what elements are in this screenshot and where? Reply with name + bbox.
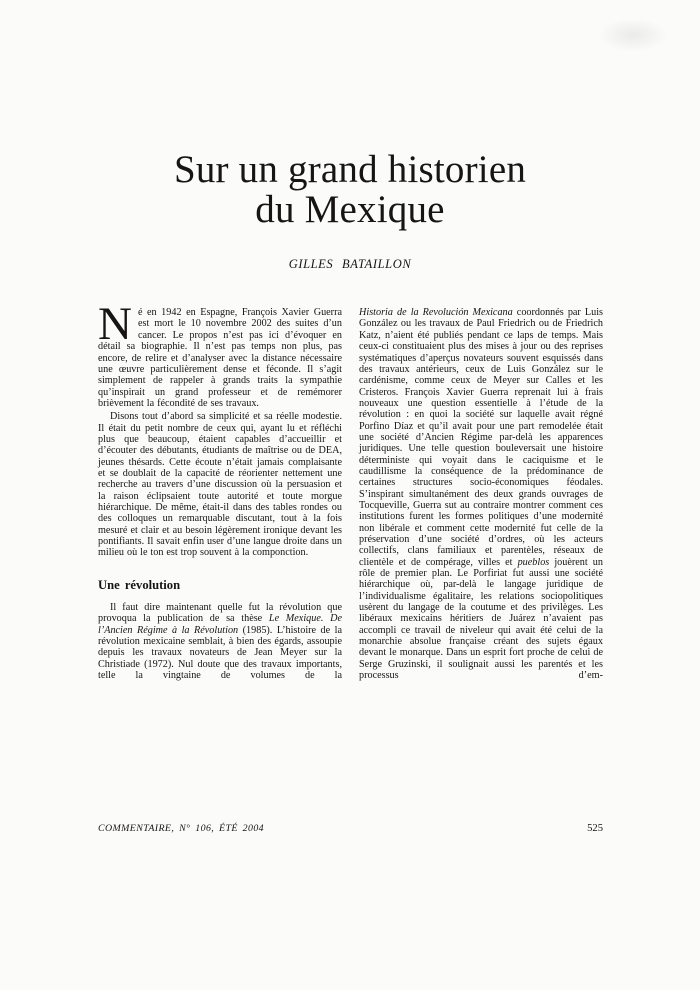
author-name: GILLES BATAILLON xyxy=(288,257,412,272)
paragraph-4: Historia de la Revolución Mexicana coordonnés par Luis González ou les travaux de Paul Friedrich ou de Friedrich Katz, n’aient été publiés pendant ce laps de temps. Mais ceux-ci constituaient plus des mises à jour ou des reprises systématiques d’aperçus novateurs souvent esquissés dans des travaux antérieurs, ceux de Luis González sur le cardénisme, comme ceux de Meyer sur Calles et les Cristeros. François Xavier Guerra reprenait lui à frais nouveaux une question essentielle à l’étude de la révolution : en quoi la société sur laquelle avait régné Porfino Díaz et qu’il avait pour une part remodelée était une société d’Ancien Régime par-delà les apparences juridiques. Une telle question bouleversait une histoire déterministe qui voyait dans le caciquisme et le caudillisme la conséquence de la prédominance de certaines structures socio-économiques féodales. S’inspirant simultanément des deux grands ouvrages de Tocqueville, Guerra sut au contraire montrer comment ces institutions furent les formes politiques d’une modernité non libérale et comment cette modernité fut celle de la préservation d’une société d’ordres, où les acteurs collectifs, clans familiaux et parentèles, réseaux de clientèle et de compérage, villes et pueblos jouèrent un rôle de premier plan. Le Porfiriat fut aussi une société hiérarchique où, par-delà le langage juridique de l’individualisme égalitaire, les relations sociopolitiques usèrent du langage de la coutume et des privilèges. Les libéraux mexicains héritiers de Juárez n’avaient pas accompli ce travail de niveleur qui avait été celui de la monarchie absolue française créant des sujets égaux devant le monarque. Dans un esprit fort proche de celui de Serge Gruzinski, il soulignait aussi les parentés et les processus d’em- xyxy=(359,307,603,682)
footer-journal: COMMENTAIRE, N° 106, ÉTÉ 2004 xyxy=(98,823,264,834)
page-footer xyxy=(98,823,603,834)
paragraph-1 xyxy=(98,298,342,409)
footer-page-number: 525 xyxy=(587,823,603,834)
article-title-line-1: Sur un grand historien xyxy=(173,148,527,192)
article-title xyxy=(0,26,700,230)
drop-cap: N xyxy=(98,298,132,351)
paragraph-2: Disons tout d’abord sa simplicité et sa réelle modestie. Il était du petit nombre de ceux qui, ayant lu et réfléchi plus que beaucoup, étaient capables d’accueillir et d’écouter des débutants, étudiants de maîtrise ou de DEA, jeunes thésards. Cette écoute n’était jamais complaisante et se doublait de la capacité de réorienter nettement une recherche au travers d’une discussion où la persuasion et la raison éclipsaient toute autorité et toute morgue hiérarchique. De même, était-il dans des tables rondes ou des colloques un remarquable discutant, tout à la fois mesuré et clair et au besoin légèrement ironique devant les pontifiants. Il savait enfin user d’une langue droite dans un milieu où le ton est trop souvent à la componction. xyxy=(98,411,342,559)
section-heading: Une révolution xyxy=(98,577,181,592)
left-column xyxy=(98,298,343,682)
article-body xyxy=(0,298,700,682)
paragraph-1-text: é en 1942 en Espagne, François Xavier Guerra est mort le 10 novembre 2002 des suites d’un cancer. Le propos n’est pas ici d’évoquer en détail sa biographie. Il n’est pas temps non plus, pas encore, de relire et d’analyser avec la distance nécessaire une œuvre particulièrement dense et féconde. Il s’agit simplement de rappeler à grands traits la sympathie qu’inspirait un grand professeur et de remémorer brièvement la fécondité de ses travaux. xyxy=(98,307,342,409)
right-column xyxy=(359,307,603,681)
article-title-line-2: du Mexique xyxy=(255,188,445,232)
paragraph-3: Il faut dire maintenant quelle fut la révolution que provoqua la publication de sa thèse Le Mexique. De l’Ancien Régime à la Révolution (1985). L’histoire de la révolution mexicaine semblait, à bien des égards, assoupie depuis les travaux novateurs de Jean Meyer sur la Christiade (1972). Nul doute que des travaux importants, telle la vingtaine de volumes de la xyxy=(98,602,343,682)
